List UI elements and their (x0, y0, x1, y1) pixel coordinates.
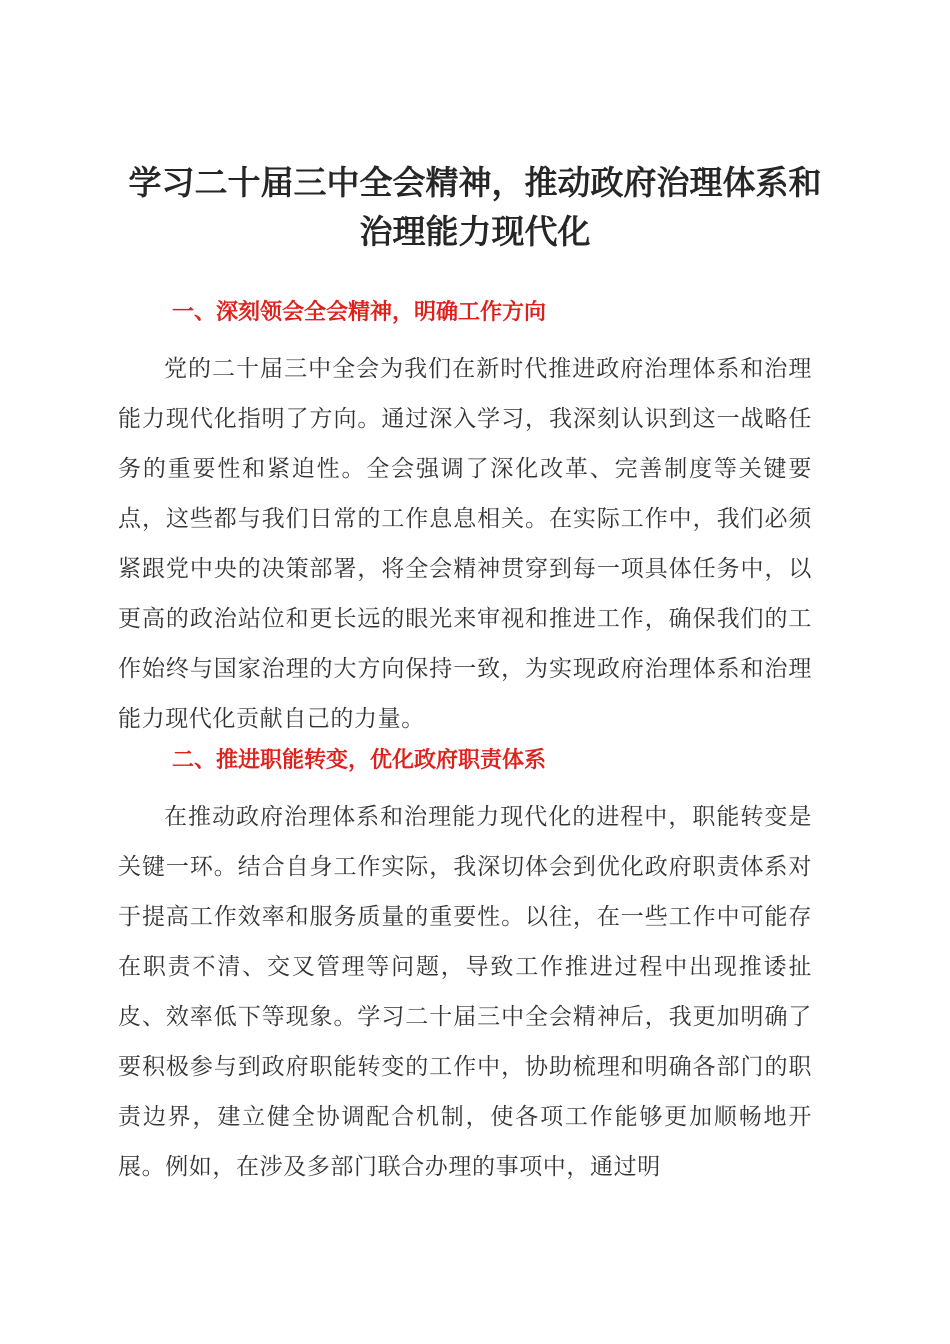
section-2-heading: 二、推进职能转变，优化政府职责体系 (172, 748, 547, 773)
section-1 (118, 294, 812, 744)
section-2-paragraph: 在推动政府治理体系和治理能力现代化的进程中，职能转变是关键一环。结合自身工作实际，我深切体会到优化政府职责体系对于提高工作效率和服务质量的重要性。以往，在一些工作中可能存在职责不清、交叉管理等问题，导致工作推进过程中出现推诿扯皮、效率低下等现象。学习二十届三中全会精神后，我更加明确了要积极参与到政府职能转变的工作中，协助梳理和明确各部门的职责边界，建立健全协调配合机制，使各项工作能够更加顺畅地开展。例如，在涉及多部门联合办理的事项中，通过明 (118, 804, 812, 1180)
section-1-heading: 一、深刻领会全会精神，明确工作方向 (172, 300, 547, 325)
document-title: 学习二十届三中全会精神，推动政府治理体系和治理能力现代化 (128, 163, 822, 251)
section-1-paragraph: 党的二十届三中全会为我们在新时代推进政府治理体系和治理能力现代化指明了方向。通过深入学习，我深刻认识到这一战略任务的重要性和紧迫性。全会强调了深化改革、完善制度等关键要点，这些都与我们日常的工作息息相关。在实际工作中，我们必须紧跟党中央的决策部署，将全会精神贯穿到每一项具体任务中，以更高的政治站位和更长远的眼光来审视和推进工作，确保我们的工作始终与国家治理的大方向保持一致，为实现政府治理体系和治理能力现代化贡献自己的力量。 (118, 356, 812, 732)
section-2 (118, 742, 812, 1192)
